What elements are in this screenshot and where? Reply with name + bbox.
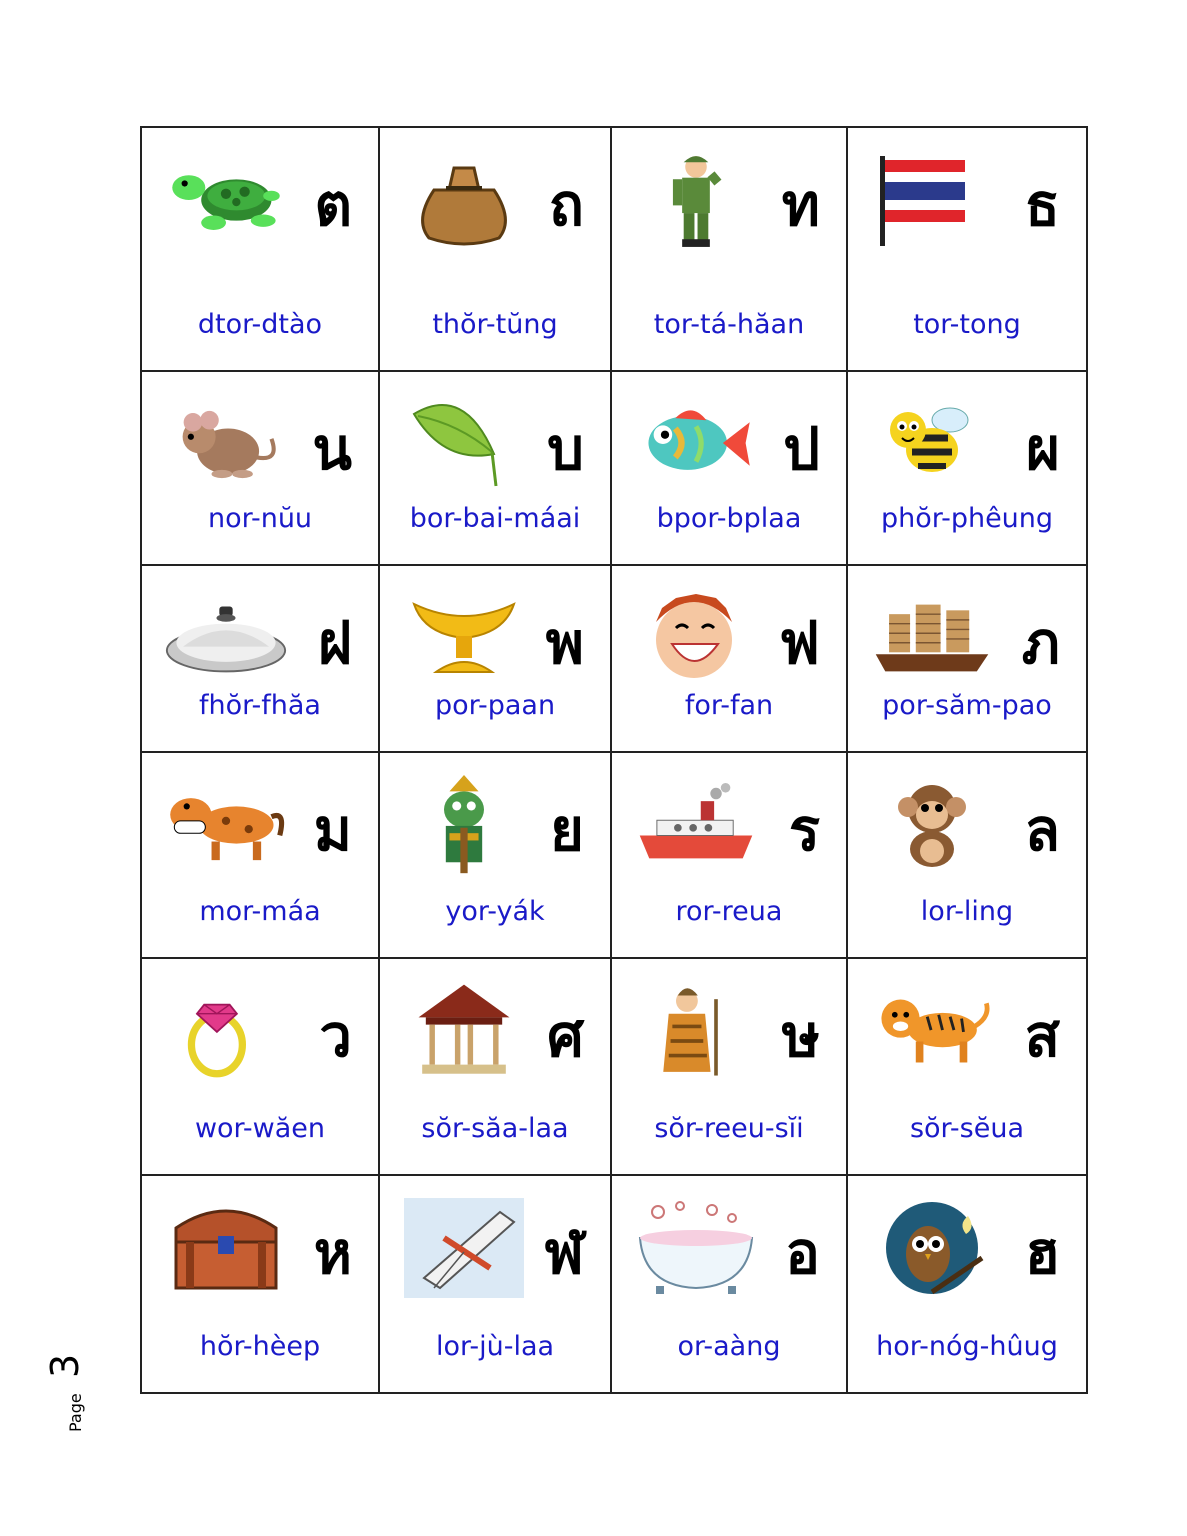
romanized-label: ror-reua	[675, 896, 783, 927]
letter-card	[612, 753, 848, 959]
junk-ship-icon	[870, 588, 994, 688]
letter-card	[380, 372, 612, 566]
romanized-label: dtor-dtào	[197, 309, 323, 340]
thai-letter: ฮ	[1024, 1219, 1060, 1287]
thai-letter: ฬ	[544, 1219, 584, 1287]
romanized-label: tor-tong	[913, 309, 1021, 340]
romanized-label: nor-nŭu	[207, 503, 313, 534]
letter-card	[380, 566, 612, 753]
thai-letter: ท	[781, 171, 820, 239]
boat-icon	[634, 775, 758, 875]
thai-letter: ต	[314, 171, 352, 239]
letter-card	[142, 128, 380, 372]
romanized-label: hŏr-hèep	[199, 1331, 321, 1362]
letter-card	[380, 128, 612, 372]
turtle-icon	[164, 150, 288, 250]
owl-icon	[870, 1198, 994, 1298]
tiger-icon	[870, 981, 994, 1081]
letter-card	[848, 959, 1086, 1176]
thai-letter: ธ	[1024, 171, 1060, 239]
thai-letter: ฟ	[778, 609, 820, 677]
romanized-label: sŏr-sĕua	[909, 1113, 1025, 1144]
romanized-label: thŏr-tŭng	[432, 309, 558, 340]
letter-card	[612, 566, 848, 753]
letter-card	[142, 1176, 380, 1392]
horse-icon	[164, 775, 288, 875]
thai-letter: ม	[313, 796, 352, 864]
letter-card	[848, 566, 1086, 753]
page-number-value: 3	[43, 1353, 87, 1378]
thai-letter: ส	[1024, 1002, 1060, 1070]
pavilion-icon	[402, 981, 526, 1081]
bee-icon	[870, 394, 994, 494]
letter-card	[612, 128, 848, 372]
romanized-label: wor-wăen	[194, 1113, 326, 1144]
romanized-label: sŏr-săa-laa	[421, 1113, 569, 1144]
fish-icon	[634, 394, 758, 494]
flag-icon	[870, 150, 994, 250]
romanized-label: por-săm-pao	[882, 690, 1052, 721]
sack-icon	[402, 150, 526, 250]
monkey-icon	[870, 775, 994, 875]
letter-card	[848, 128, 1086, 372]
giant-icon	[402, 775, 526, 875]
chest-icon	[164, 1198, 288, 1298]
kite-icon	[402, 1198, 526, 1298]
letter-card	[380, 959, 612, 1176]
letter-card	[142, 372, 380, 566]
pot-lid-icon	[164, 588, 288, 688]
soldier-icon	[634, 150, 758, 250]
thai-letter: ป	[783, 415, 820, 483]
page-number	[40, 1353, 112, 1432]
letter-card	[612, 1176, 848, 1392]
letter-card	[848, 372, 1086, 566]
hermit-icon	[634, 981, 758, 1081]
leaf-icon	[402, 394, 526, 494]
pedestal-tray-icon	[402, 588, 526, 688]
romanized-label: hor-nóg-hûug	[876, 1331, 1058, 1362]
alphabet-card-grid	[140, 126, 1088, 1394]
thai-letter: น	[312, 415, 352, 483]
page-word: Page	[66, 1393, 85, 1432]
letter-card	[142, 959, 380, 1176]
letter-card	[142, 566, 380, 753]
ring-icon	[164, 981, 288, 1081]
romanized-label: mor-máa	[199, 896, 321, 927]
thai-letter: ล	[1024, 796, 1060, 864]
bathtub-icon	[634, 1198, 758, 1298]
thai-letter: ภ	[1021, 609, 1060, 677]
letter-card	[848, 1176, 1086, 1392]
romanized-label: or-aàng	[677, 1331, 781, 1362]
thai-letter: ฝ	[318, 609, 352, 677]
thai-letter: ศ	[547, 1002, 584, 1070]
romanized-label: phŏr-phêung	[880, 503, 1054, 534]
letter-card	[380, 753, 612, 959]
romanized-label: for-fan	[684, 690, 774, 721]
thai-letter: ว	[319, 1002, 352, 1070]
romanized-label: sŏr-reeu-sĭi	[654, 1113, 804, 1144]
thai-letter: ถ	[548, 171, 584, 239]
letter-card	[142, 753, 380, 959]
romanized-label: lor-jù-laa	[435, 1331, 555, 1362]
thai-letter: ย	[550, 796, 584, 864]
letter-card	[848, 753, 1086, 959]
thai-letter: พ	[545, 609, 584, 677]
letter-card	[380, 1176, 612, 1392]
romanized-label: bpor-bplaa	[656, 503, 802, 534]
thai-letter: อ	[785, 1219, 820, 1287]
thai-letter: ษ	[781, 1002, 820, 1070]
thai-letter: ผ	[1026, 415, 1060, 483]
letter-card	[612, 372, 848, 566]
romanized-label: fhŏr-fhăa	[199, 690, 321, 721]
romanized-label: yor-yák	[445, 896, 545, 927]
romanized-label: por-paan	[434, 690, 556, 721]
romanized-label: lor-ling	[920, 896, 1014, 927]
mouse-icon	[164, 394, 288, 494]
thai-letter: บ	[547, 415, 584, 483]
romanized-label: bor-bai-máai	[409, 503, 581, 534]
letter-card	[612, 959, 848, 1176]
thai-letter: ห	[313, 1219, 352, 1287]
thai-letter: ร	[788, 796, 820, 864]
smiling-boy-icon	[634, 588, 758, 688]
romanized-label: tor-tá-hăan	[653, 309, 805, 340]
